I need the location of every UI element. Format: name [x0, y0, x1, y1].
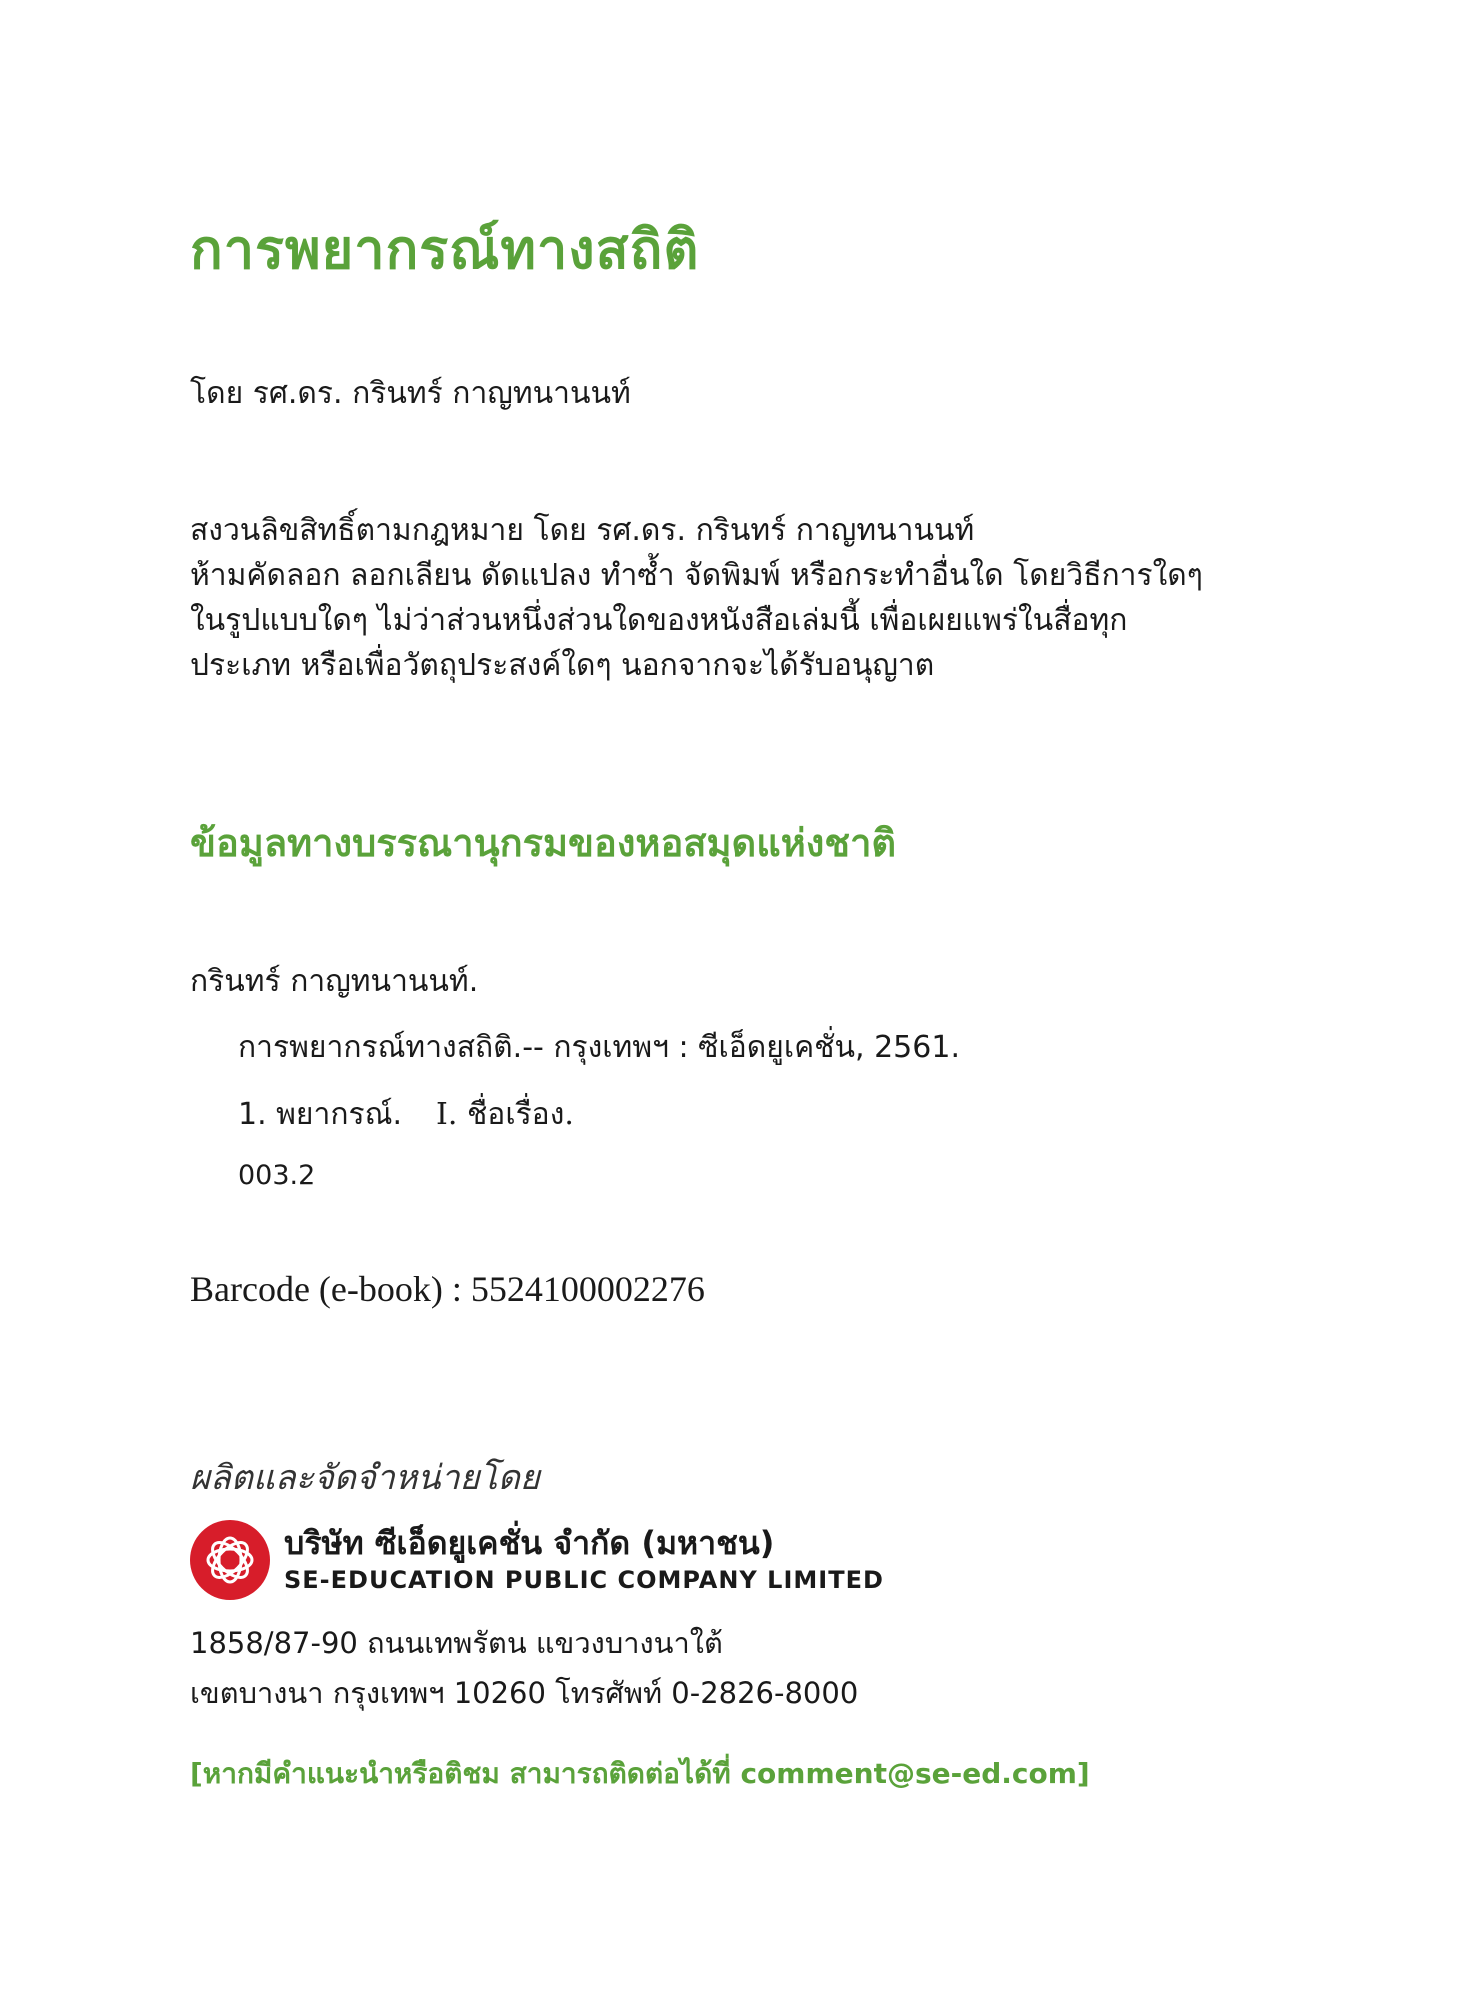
copyright-line: สงวนลิขสิทธิ์ตามกฎหมาย โดย รศ.ดร. กรินทร์ กาญทนานนท์ [190, 513, 975, 548]
cip-author: กรินทร์ กาญทนานนท์. [190, 964, 479, 999]
contact-note: [หากมีคำแนะนำหรือติชม สามารถติดต่อได้ที่ comment@se-ed.com] [190, 1757, 1090, 1790]
cip-classification: 003.2 [238, 1160, 316, 1191]
copyright-line: ห้ามคัดลอก ลอกเลียน ดัดแปลง ทำซ้ำ จัดพิมพ์ หรือกระทำอื่นใด โดยวิธีการใดๆ [190, 558, 1203, 593]
company-name-thai: บริษัท ซีเอ็ดยูเคชั่น จำกัด (มหาชน) [284, 1524, 775, 1562]
book-title: การพยากรณ์ทางสถิติ [190, 218, 700, 281]
cip-title-line: การพยากรณ์ทางสถิติ.-- กรุงเทพฯ : ซีเอ็ดยูเคชั่น, 2561. [238, 1030, 960, 1065]
author-line: โดย รศ.ดร. กรินทร์ กาญทนานนท์ [190, 376, 631, 411]
cip-subject: 1. พยากรณ์. [238, 1097, 403, 1132]
cip-heading: ข้อมูลทางบรรณานุกรมของหอสมุดแห่งชาติ [190, 821, 897, 865]
copyright-notice [190, 508, 1203, 688]
se-ed-logo-icon [190, 1520, 270, 1600]
distributor-label: ผลิตและจัดจำหน่ายโดย [190, 1458, 540, 1498]
barcode-text: Barcode (e-book) : 5524100002276 [190, 1269, 705, 1309]
address-line: เขตบางนา กรุงเทพฯ 10260 โทรศัพท์ 0-2826-8000 [190, 1676, 859, 1710]
address-line: 1858/87-90 ถนนเทพรัตน แขวงบางนาใต้ [190, 1626, 723, 1660]
cip-subjects [238, 1091, 574, 1138]
company-name-english: SE-EDUCATION PUBLIC COMPANY LIMITED [284, 1566, 884, 1594]
copyright-line: ในรูปแบบใดๆ ไม่ว่าส่วนหนึ่งส่วนใดของหนังสือเล่มนี้ เพื่อเผยแพร่ในสื่อทุก [190, 603, 1128, 638]
copyright-line: ประเภท หรือเพื่อวัตถุประสงค์ใดๆ นอกจากจะได้รับอนุญาต [190, 648, 935, 683]
company-address [190, 1618, 858, 1718]
cip-title-entry: I. ชื่อเรื่อง. [436, 1097, 574, 1132]
